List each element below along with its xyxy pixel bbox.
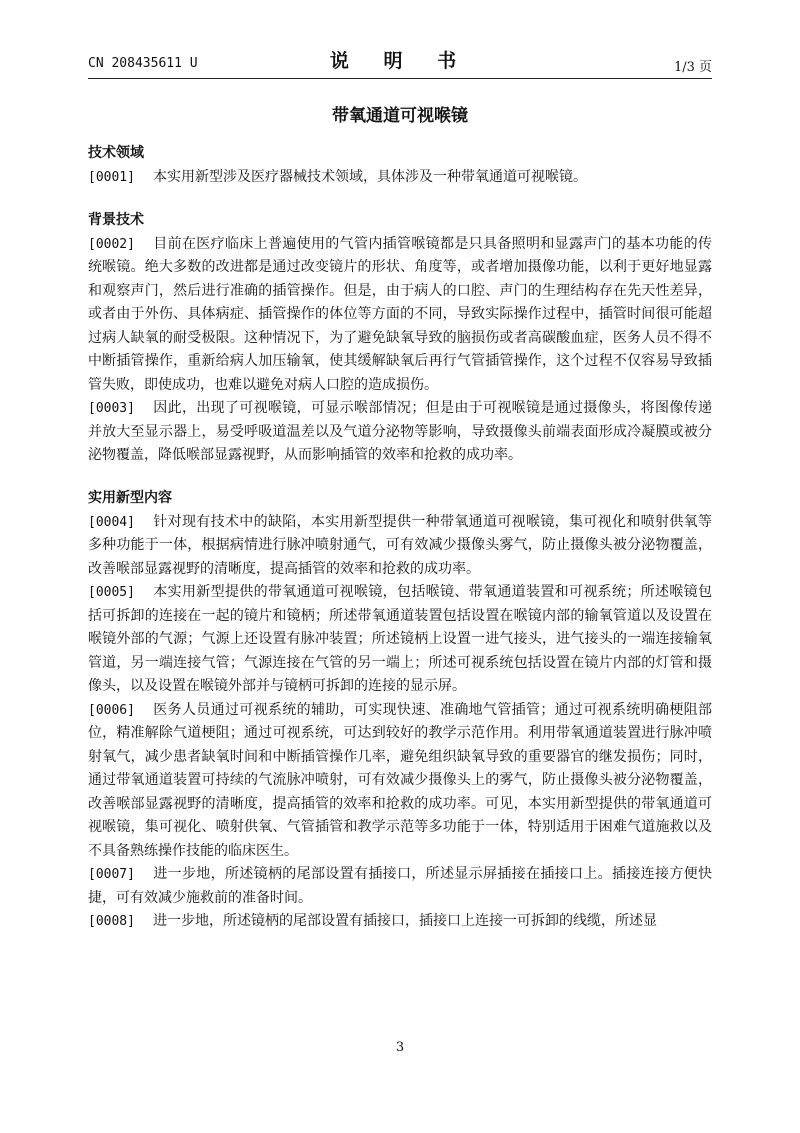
paragraph-number: [0008] [88,914,135,929]
paragraph-number: [0002] [88,236,135,252]
paragraph [88,397,712,468]
patent-number: CN 208435611 U [88,56,198,71]
paragraph-text: 本实用新型提供的带氧通道可视喉镜，包括喉镜、带氧通道装置和可视系统；所述喉镜包括可拆卸的连接在一起的镜片和镜柄；所述带氧通道装置包括设置在喉镜内部的输氧管道以及设置在喉镜外部的气源；气源上还设置有脉冲装置；所述镜柄上设置一进气接头，进气接头的一端连接输氧管道，另一端连接气管；气源连接在气管的另一端上；所述可视系统包括设置在镜片内部的灯管和摄像头，以及设置在喉镜外部并与镜柄可拆卸的连接的显示屏。 [88,584,712,694]
section-heading: 技术领域 [88,145,144,161]
paragraph-text: 目前在医疗临床上普遍使用的气管内插管喉镜都是只具备照明和显露声门的基本功能的传统喉镜。绝大多数的改进都是通过改变镜片的形状、角度等，或者增加摄像功能，以利于更好地显露和观察声门，然后进行准确的插管操作。但是，由于病人的口腔、声门的生理结构存在先天性差异，或者由于外伤、具体病症、插管操作的体位等方面的不同，导致实际操作过程中，插管时间很可能超过病人缺氧的耐受极限。这种情况下，为了避免缺氧导致的脑损伤或者高碳酸血症，医务人员不得不中断插管操作，重新给病人加压输氧，使其缓解缺氧后再行气管插管操作，这个过程不仅容易导致插管失败，即使成功，也难以避免对病人口腔的造成损伤。 [88,235,712,393]
paragraph [88,581,712,699]
paragraph-text: 针对现有技术中的缺陷，本实用新型提供一种带氧通道可视喉镜，集可视化和喷射供氧等多种功能于一体，根据病情进行脉冲喷射通气，可有效减少摄像头雾气，防止摄像头被分泌物覆盖，改善喉部显露视野的清晰度，提高插管的效率和抢救的成功率。 [88,513,712,577]
paragraph-number: [0001] [88,170,135,185]
paragraph-text: 本实用新型涉及医疗器械技术领域，具体涉及一种带氧通道可视喉镜。 [152,169,587,185]
page-indicator: 1/3 页 [673,60,712,75]
paragraph-text: 进一步地，所述镜柄的尾部设置有插接口，插接口上连接一可拆卸的线缆，所述显 [152,913,657,929]
paragraph [88,699,712,864]
paragraph [88,511,712,582]
document-type: 说 明 书 [329,50,471,72]
header-divider [88,78,712,79]
section-heading: 背景技术 [88,211,144,228]
paragraph [88,166,712,190]
document-title: 带氧通道可视喉镜 [332,106,468,126]
paragraph-text: 医务人员通过可视系统的辅助，可实现快速、准确地气管插管；通过可视系统明确梗阻部位，精准解除气道梗阻；通过可视系统，可达到较好的教学示范作用。利用带氧通道装置进行脉冲喷射氧气，减少患者缺氧时间和中断插管操作几率，避免组织缺氧导致的重要器官的继发损伤；同时，通过带氧通道装置可持续的气流脉冲喷射，可有效减少摄像头上的雾气，防止摄像头被分泌物覆盖，改善喉部显露视野的清晰度，提高插管的效率和抢救的成功率。可见，本实用新型提供的带氧通道可视喉镜，集可视化、喷射供氧、气管插管和教学示范等多功能于一体，特别适用于困难气道施救以及不具备熟练操作技能的临床医生。 [88,701,712,859]
section-heading: 实用新型内容 [88,489,172,506]
paragraph-number: [0007] [88,867,135,882]
section-gap [88,468,712,485]
paragraph-number: [0004] [88,514,135,530]
document-body [88,140,712,934]
paragraph [88,910,712,934]
section-gap [88,190,712,207]
paragraph-number: [0006] [88,702,135,718]
paragraph-number: [0005] [88,585,135,600]
paragraph-text: 因此，出现了可视喉镜，可显示喉部情况；但是由于可视喉镜是通过摄像头，将图像传递并放大至显示器上，易受呼吸道温差以及气道分泌物等影响，导致摄像头前端表面形成冷凝膜或被分泌物覆盖，降低喉部显露视野，从而影响插管的效率和抢救的成功率。 [88,400,712,463]
paragraph-text: 进一步地，所述镜柄的尾部设置有插接口，所述显示屏插接在插接口上。插接连接方便快捷，可有效减少施救前的准备时间。 [88,866,712,906]
paragraph [88,863,712,910]
page-number: 3 [395,1040,405,1055]
paragraph-number: [0003] [88,401,135,416]
paragraph [88,233,712,398]
